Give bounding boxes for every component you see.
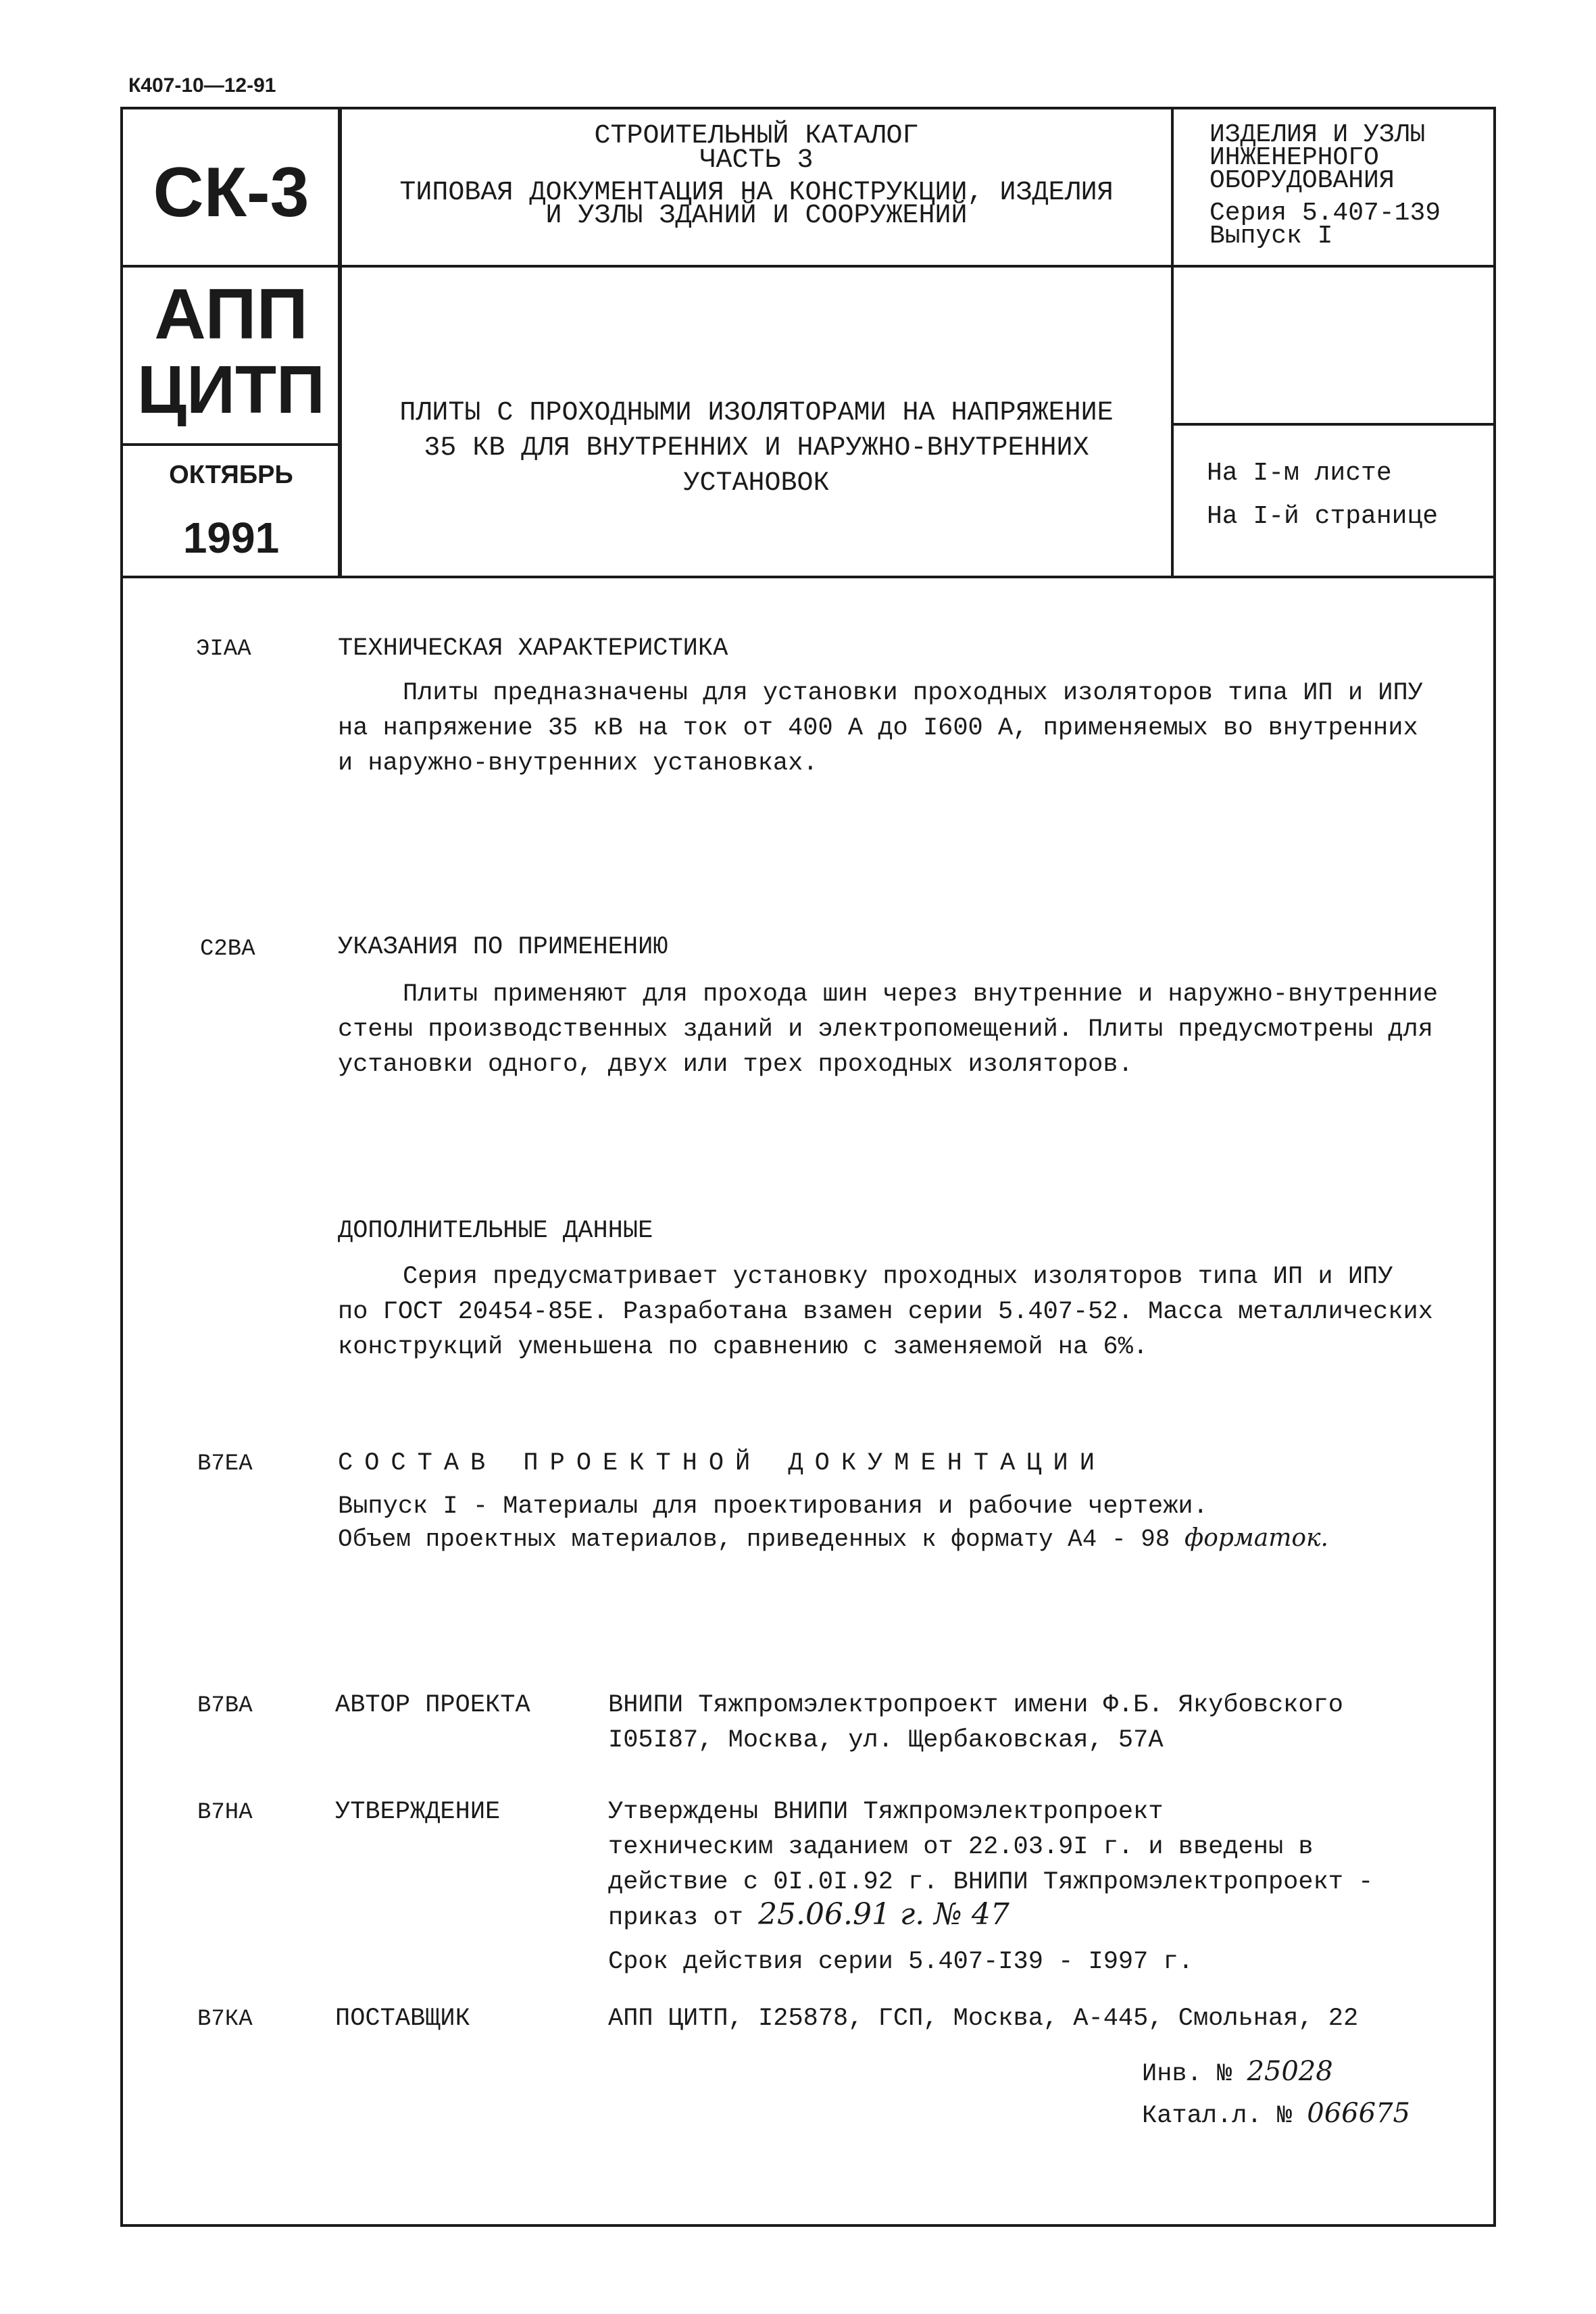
section-heading-usage: УКАЗАНИЯ ПО ПРИМЕНЕНИЮ [338, 933, 668, 961]
section-label-supplier: ПОСТАВЩИК [335, 2005, 470, 2033]
document-code: К407-10—12-91 [128, 74, 276, 97]
catalog-sheet-label: Катал.л. № [1142, 2102, 1293, 2130]
extra-text-line1: Серия предусматривает установку проходных изоляторов типа ИП и ИПУ [403, 1263, 1393, 1291]
section-heading-docs: СОСТАВ ПРОЕКТНОЙ ДОКУМЕНТАЦИИ [338, 1449, 1106, 1478]
usage-text-line3: установки одного, двух или трех проходных изоляторов. [338, 1051, 1133, 1079]
category-line1: ИЗДЕЛИЯ И УЗЛЫ [1210, 120, 1426, 149]
approval-text-line2: техническим заданием от 22.03.9I г. и введены в [608, 1833, 1314, 1861]
docs-volume-text: Объем проектных материалов, приведенных к формату А4 - 98 [338, 1526, 1170, 1553]
section-label-approval: УТВЕРЖДЕНИЕ [335, 1798, 501, 1826]
author-text-line2: I05I87, Москва, ул. Щербаковская, 57А [608, 1726, 1164, 1755]
header-mid-rule [120, 265, 1496, 268]
catalog-sheet-value: 066675 [1307, 2098, 1410, 2129]
section-code-docs: В7ЕА [197, 1451, 253, 1477]
section-code-author: В7ВА [197, 1693, 253, 1719]
section-code-approval: В7НА [197, 1800, 253, 1826]
document-title-line2: 35 КВ ДЛЯ ВНУТРЕННИХ И НАРУЖНО-ВНУТРЕННИХ [424, 433, 1089, 463]
section-heading-tech: ТЕХНИЧЕСКАЯ ХАРАКТЕРИСТИКА [338, 634, 728, 663]
usage-text-line2: стены производственных зданий и электропомещений. Плиты предусмотрены для [338, 1015, 1433, 1044]
tech-text-line3: и наружно-внутренних установках. [338, 749, 818, 778]
category-line3: ОБОРУДОВАНИЯ [1210, 166, 1395, 195]
tech-text-line2: на напряжение 35 кВ на ток от 400 А до I600 А, применяемых во внутренних [338, 714, 1418, 743]
section-code-usage: С2ВА [200, 936, 255, 962]
inventory-label: Инв. № [1142, 2060, 1232, 2088]
section-heading-extra: ДОПОЛНИТЕЛЬНЫЕ ДАННЫЕ [338, 1217, 653, 1245]
org-name-line2: ЦИТП [137, 352, 325, 428]
document-title-line1: ПЛИТЫ С ПРОХОДНЫМИ ИЗОЛЯТОРАМИ НА НАПРЯЖЕНИЕ [399, 398, 1114, 428]
approval-order-handwritten: 25.06.91 г. № 47 [758, 1897, 1009, 1932]
catalog-header-line1: СТРОИТЕЛЬНЫЙ КАТАЛОГ [594, 121, 919, 151]
issue-month: ОКТЯБРЬ [169, 461, 293, 489]
inventory-value: 25028 [1247, 2056, 1333, 2087]
supplier-text-line1: АПП ЦИТП, I25878, ГСП, Москва, А-445, Смольная, 22 [608, 2005, 1359, 2033]
issue-year: 1991 [182, 513, 280, 562]
header-divider-right [1171, 107, 1174, 578]
catalog-header-line3: ТИПОВАЯ ДОКУМЕНТАЦИЯ НА КОНСТРУКЦИИ, ИЗДЕЛИЯ [399, 178, 1114, 208]
extra-text-line2: по ГОСТ 20454-85Е. Разработана взамен серии 5.407-52. Масса металлических [338, 1298, 1433, 1326]
section-label-author: АВТОР ПРОЕКТА [335, 1691, 530, 1719]
approval-text-line1: Утверждены ВНИПИ Тяжпромэлектропроект [608, 1798, 1164, 1826]
issue-number: Выпуск I [1210, 222, 1333, 251]
catalog-sheet-number [1142, 2096, 1410, 2134]
sheet-info-line1: На I-м листе [1207, 459, 1392, 488]
catalog-header-line4: И УЗЛЫ ЗДАНИЙ И СООРУЖЕНИЙ [545, 201, 968, 231]
approval-order-text: приказ от [608, 1904, 743, 1932]
extra-text-line3: конструкций уменьшена по сравнению с заменяемой на 6%. [338, 1333, 1148, 1361]
left-col-rule [120, 443, 339, 446]
catalog-code: СК-3 [153, 153, 309, 232]
author-text-line1: ВНИПИ Тяжпромэлектропроект имени Ф.Б. Якубовского [608, 1691, 1343, 1719]
inventory-number [1142, 2054, 1333, 2092]
document-title-line3: УСТАНОВОК [683, 468, 830, 499]
docs-volume-handwritten: форматок. [1184, 1524, 1328, 1552]
catalog-header-line2: ЧАСТЬ 3 [699, 145, 814, 176]
tech-text-line1: Плиты предназначены для установки проходных изоляторов типа ИП и ИПУ [403, 679, 1423, 707]
docs-text-line2 [338, 1521, 1328, 1557]
right-col-rule [1171, 423, 1496, 426]
approval-validity: Срок действия серии 5.407-I39 - I997 г. [608, 1948, 1193, 1976]
header-bottom-rule [120, 576, 1496, 578]
org-name-line1: АПП [154, 274, 308, 354]
category-line2: ИНЖЕНЕРНОГО [1210, 143, 1379, 172]
approval-text-line3: действие с 0I.0I.92 г. ВНИПИ Тяжпромэлектропроект - [608, 1868, 1374, 1896]
approval-text-line4 [608, 1897, 1009, 1936]
docs-text-line1: Выпуск I - Материалы для проектирования и рабочие чертежи. [338, 1492, 1208, 1521]
section-code-supplier: В7КА [197, 2007, 253, 2032]
usage-text-line1: Плиты применяют для прохода шин через внутренние и наружно-внутренние [403, 980, 1439, 1009]
series-number: Серия 5.407-139 [1210, 199, 1441, 228]
section-code-tech: ЭIAA [196, 636, 251, 662]
sheet-info-line2: На I-й странице [1207, 502, 1439, 531]
